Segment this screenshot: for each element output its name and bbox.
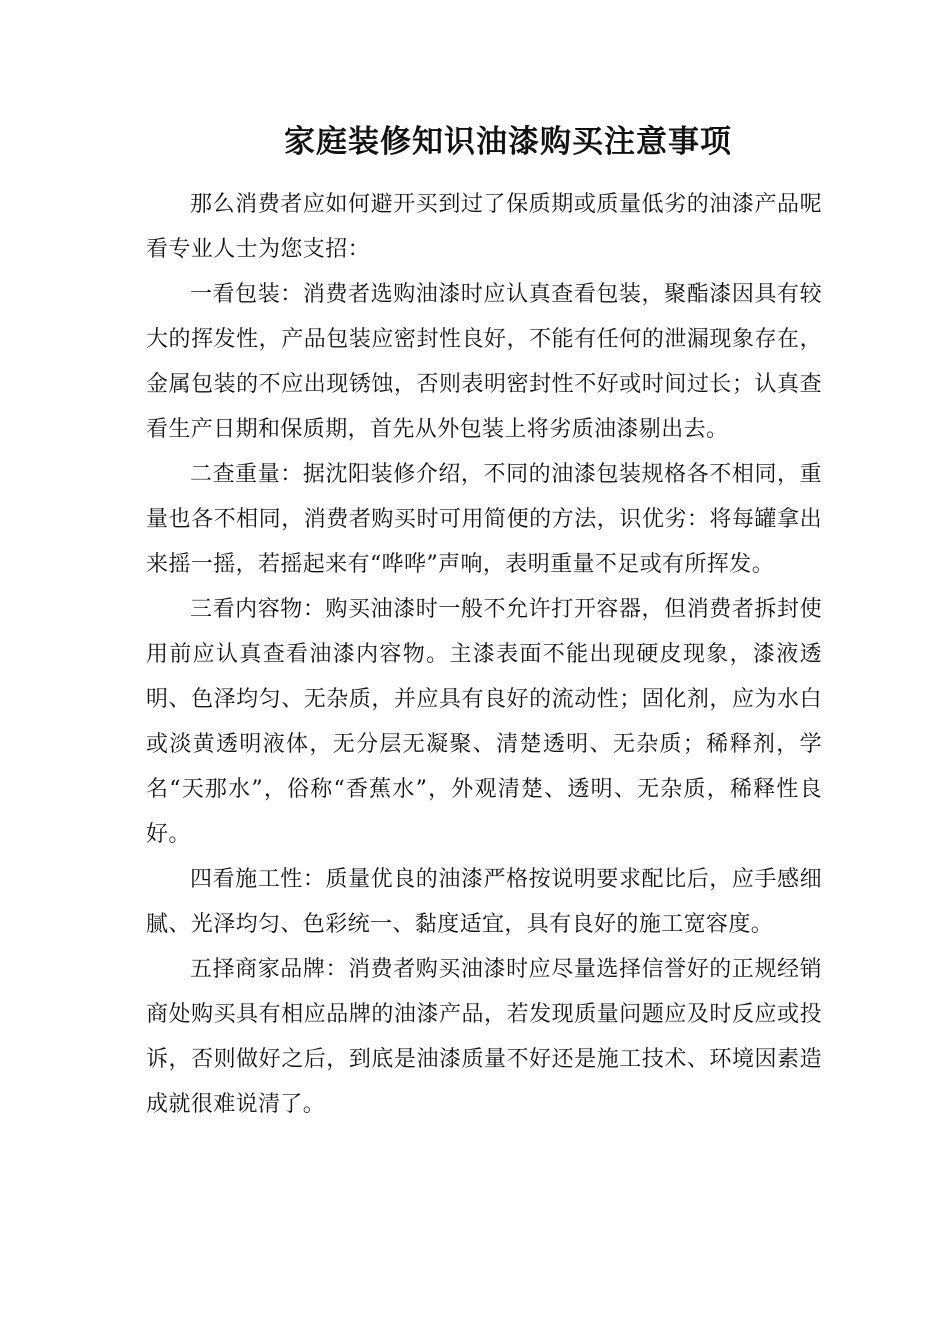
document-body bbox=[146, 182, 822, 1127]
paragraph-packaging: 一看包装：消费者选购油漆时应认真查看包装，聚酯漆因具有较大的挥发性，产品包装应密封性良好，不能有任何的泄漏现象存在，金属包装的不应出现锈蚀，否则表明密封性不好或时间过长；认真查看生产日期和保质期，首先从外包装上将劣质油漆剔出去。 bbox=[146, 282, 822, 442]
paragraph-intro: 那么消费者应如何避开买到过了保质期或质量低劣的油漆产品呢看专业人士为您支招： bbox=[146, 192, 822, 262]
paragraph-weight: 二查重量：据沈阳装修介绍，不同的油漆包装规格各不相同，重量也各不相同，消费者购买时可用简便的方法，识优劣：将每罐拿出来摇一摇，若摇起来有“哗哗”声响，表明重量不足或有所挥发。 bbox=[146, 462, 822, 577]
paragraph-contents: 三看内容物：购买油漆时一般不允许打开容器，但消费者拆封使用前应认真查看油漆内容物。主漆表面不能出现硬皮现象，漆液透明、色泽均匀、无杂质，并应具有良好的流动性；固化剂，应为水白或淡黄透明液体，无分层无凝聚、清楚透明、无杂质；稀释剂，学名“天那水”，俗称“香蕉水”，外观清楚、透明、无杂质，稀释性良好。 bbox=[146, 597, 822, 847]
paragraph-application: 四看施工性：质量优良的油漆严格按说明要求配比后，应手感细腻、光泽均匀、色彩统一、黏度适宜，具有良好的施工宽容度。 bbox=[146, 867, 822, 937]
paragraph-brand: 五择商家品牌：消费者购买油漆时应尽量选择信誉好的正规经销商处购买具有相应品牌的油漆产品，若发现质量问题应及时反应或投诉，否则做好之后，到底是油漆质量不好还是施工技术、环境因素造成就很难说清了。 bbox=[146, 957, 822, 1117]
document-title: 家庭装修知识油漆购买注意事项 bbox=[284, 124, 732, 160]
